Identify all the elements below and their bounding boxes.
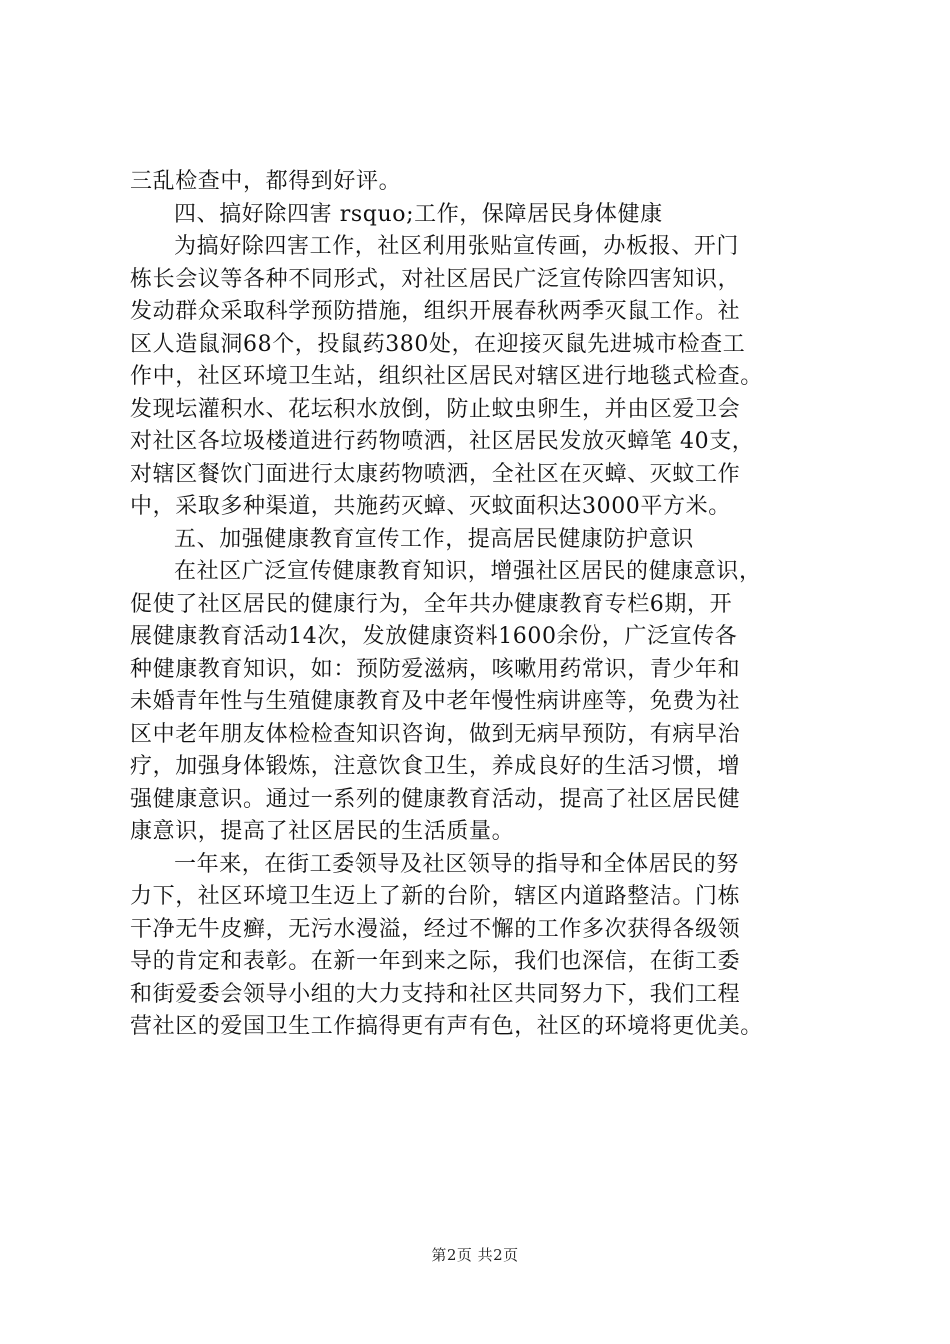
text-line: 种健康教育知识，如：预防爱滋病，咳嗽用药常识，青少年和 bbox=[130, 656, 741, 682]
document-body bbox=[130, 166, 836, 1044]
text-line: 未婚青年性与生殖健康教育及中老年慢性病讲座等，免费为社 bbox=[130, 689, 741, 714]
text-line: 区人造鼠洞68个，投鼠药380处，在迎接灭鼠先进城市检查工 bbox=[130, 331, 746, 357]
text-line: 一年来，在街工委领导及社区领导的指导和全体居民的努 bbox=[174, 851, 740, 877]
text-line: 在社区广泛宣传健康教育知识，增强社区居民的健康意识， bbox=[174, 559, 762, 584]
text-line: 四、搞好除四害 rsquo;工作，保障居民身体健康 bbox=[174, 201, 663, 227]
text-line: 干净无牛皮癣，无污水漫溢，经过不懈的工作多次获得各级领 bbox=[130, 916, 741, 942]
text-line: 对辖区餐饮门面进行太康药物喷洒，全社区在灭蟑、灭蚊工作 bbox=[130, 461, 741, 487]
text-line: 力下，社区环境卫生迈上了新的台阶，辖区内道路整洁。门栋 bbox=[130, 884, 741, 909]
text-line: 疗，加强身体锻炼，注意饮食卫生，养成良好的生活习惯，增 bbox=[130, 754, 741, 779]
text-line: 导的肯定和表彰。在新一年到来之际，我们也深信，在街工委 bbox=[130, 949, 741, 974]
text-line: 和街爱委会领导小组的大力支持和社区共同努力下，我们工程 bbox=[130, 981, 741, 1007]
text-line: 作中，社区环境卫生站，组织社区居民对辖区进行地毯式检查。 bbox=[130, 364, 763, 389]
text-line: 中，采取多种渠道，共施药灭蟑、灭蚊面积达3000平方米。 bbox=[130, 494, 731, 519]
text-line: 促使了社区居民的健康行为，全年共办健康教育专栏6期，开 bbox=[130, 591, 733, 617]
text-line: 五、加强健康教育宣传工作，提高居民健康防护意识 bbox=[174, 526, 694, 552]
text-line: 区中老年朋友体检检查知识咨询，做到无病早预防，有病早治 bbox=[130, 721, 741, 747]
page-footer: 第2页 共2页 bbox=[431, 1246, 519, 1264]
text-line: 为搞好除四害工作，社区利用张贴宣传画，办板报、开门 bbox=[174, 234, 740, 259]
text-line: 康意识，提高了社区居民的生活质量。 bbox=[130, 819, 515, 844]
text-line: 发动群众采取科学预防措施，组织开展春秋两季灭鼠工作。社 bbox=[130, 299, 741, 324]
text-line: 强健康意识。通过一系列的健康教育活动，提高了社区居民健 bbox=[130, 786, 741, 812]
text-line: 展健康教育活动14次，发放健康资料1600余份，广泛宣传各 bbox=[130, 624, 738, 649]
text-line: 发现坛灌积水、花坛积水放倒，防止蚊虫卵生，并由区爱卫会 bbox=[130, 396, 741, 422]
text-line: 栋长会议等各种不同形式，对社区居民广泛宣传除四害知识， bbox=[130, 266, 741, 292]
text-line: 营社区的爱国卫生工作搞得更有声有色，社区的环境将更优美。 bbox=[130, 1014, 763, 1039]
text-line: 三乱检查中，都得到好评。 bbox=[130, 169, 402, 194]
text-line: 对社区各垃圾楼道进行药物喷洒，社区居民发放灭蟑笔 40支， bbox=[130, 429, 755, 454]
